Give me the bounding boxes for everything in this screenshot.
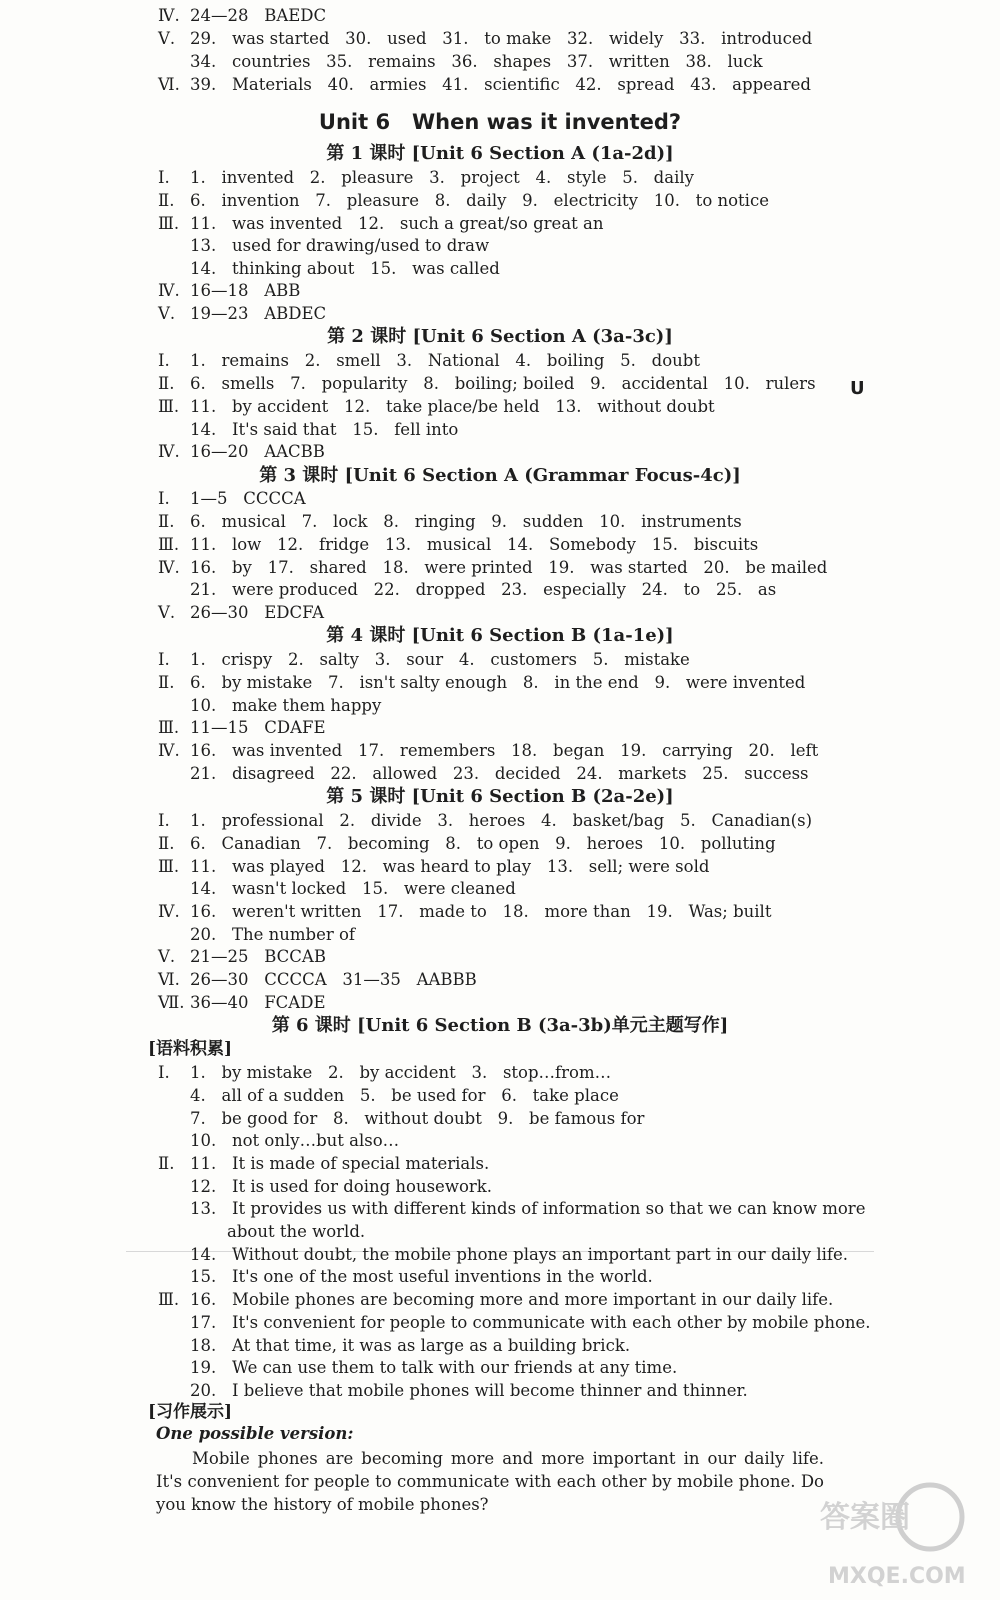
answer-line: Ⅱ. 6. smells 7. popularity 8. boiling; boiled 9. accidental 10. rulers — [158, 374, 816, 393]
answer-line: Ⅴ. 26—30 EDCFA — [158, 603, 325, 622]
answer-line: 13. used for drawing/used to draw — [190, 236, 490, 255]
watermark-logo — [820, 1475, 970, 1593]
answer-line: Ⅱ. 6. by mistake 7. isn't salty enough 8. in the end 9. were invented — [158, 673, 806, 692]
answer-line: about the world. — [227, 1222, 366, 1241]
side-tab-letter: U — [850, 378, 865, 399]
answer-line: Ⅱ. 6. musical 7. lock 8. ringing 9. sudden 10. instruments — [158, 512, 742, 531]
answer-line: 14. It's said that 15. fell into — [190, 420, 459, 439]
answer-line: Ⅰ. 1—5 CCCCA — [158, 489, 306, 508]
answer-line: 21. were produced 22. dropped 23. especially 24. to 25. as — [190, 580, 777, 599]
lesson-heading: 第 1 课时 [Unit 6 Section A (1a-2d)] — [326, 143, 674, 164]
lesson-heading: 第 6 课时 [Unit 6 Section B (3a-3b)单元主题写作] — [271, 1015, 729, 1036]
answer-line: Ⅳ. 16. weren't written 17. made to 18. more than 19. Was; built — [158, 902, 772, 921]
answer-line: Ⅵ. 39. Materials 40. armies 41. scientific 42. spread 43. appeared — [158, 75, 811, 94]
answer-line: Ⅲ. 11. was played 12. was heard to play 13. sell; were sold — [158, 857, 710, 876]
answer-line: 34. countries 35. remains 36. shapes 37. written 38. luck — [190, 52, 763, 71]
answer-line: 14. Without doubt, the mobile phone plays an important part in our daily life. — [190, 1245, 849, 1264]
answer-line: Ⅴ. 29. was started 30. used 31. to make 32. widely 33. introduced — [158, 29, 813, 48]
answer-line: 13. It provides us with different kinds of information so that we can know more — [190, 1199, 866, 1218]
sample-essay — [156, 1447, 824, 1516]
watermark-logo-text: 答案圈 — [820, 1500, 910, 1535]
answer-line: Ⅰ. 1. professional 2. divide 3. heroes 4. basket/bag 5. Canadian(s) — [158, 811, 813, 830]
answer-line: 14. wasn't locked 15. were cleaned — [190, 879, 516, 898]
lesson-heading: 第 2 课时 [Unit 6 Section A (3a-3c)] — [327, 326, 673, 347]
answer-line: 10. make them happy — [190, 696, 382, 715]
answer-line: Ⅱ. 6. invention 7. pleasure 8. daily 9. electricity 10. to notice — [158, 191, 769, 210]
answer-line: Ⅳ. 24—28 BAEDC — [158, 6, 327, 25]
lesson-heading: 第 3 课时 [Unit 6 Section A (Grammar Focus-4c)] — [259, 465, 741, 486]
answer-line: 20. The number of — [190, 925, 356, 944]
answer-line: Ⅰ. 1. invented 2. pleasure 3. project 4. style 5. daily — [158, 168, 694, 187]
answer-line: Ⅶ. 36—40 FCADE — [158, 993, 326, 1012]
possible-version-label: One possible version: — [156, 1424, 354, 1443]
lesson-heading: 第 4 课时 [Unit 6 Section B (1a-1e)] — [326, 625, 674, 646]
answer-line: Ⅳ. 16—20 AACBB — [158, 442, 325, 461]
answer-line: 20. I believe that mobile phones will become thinner and thinner. — [190, 1381, 748, 1400]
answer-line: Ⅰ. 1. remains 2. smell 3. National 4. boiling 5. doubt — [158, 351, 700, 370]
answer-line: Ⅳ. 16. by 17. shared 18. were printed 19. was started 20. be mailed — [158, 558, 828, 577]
answer-line: 7. be good for 8. without doubt 9. be famous for — [190, 1109, 645, 1128]
answer-line: 17. It's convenient for people to communicate with each other by mobile phone. — [190, 1313, 871, 1332]
corpus-label: [语料积累] — [148, 1039, 233, 1059]
answer-line: Ⅲ. 11. was invented 12. such a great/so great an — [158, 214, 604, 233]
answer-line: Ⅴ. 19—23 ABDEC — [158, 304, 327, 323]
answer-line: Ⅲ. 11. low 12. fridge 13. musical 14. Somebody 15. biscuits — [158, 535, 759, 554]
watermark-url: MXQE.COM — [828, 1564, 966, 1589]
answer-line: 19. We can use them to talk with our friends at any time. — [190, 1358, 678, 1377]
answer-line: Ⅰ. 1. by mistake 2. by accident 3. stop…from… — [158, 1063, 612, 1082]
answer-line: 21. disagreed 22. allowed 23. decided 24. markets 25. success — [190, 764, 809, 783]
answer-line: Ⅰ. 1. crispy 2. salty 3. sour 4. customers 5. mistake — [158, 650, 690, 669]
essay-paragraph: Mobile phones are becoming more and more important in our daily life. It's convenient for people to communicate with each other by mobile phone. Do you know the history of mobile phones? — [156, 1449, 824, 1514]
answer-line: Ⅲ. 11—15 CDAFE — [158, 718, 326, 737]
answer-line: 14. thinking about 15. was called — [190, 259, 500, 278]
showcase-label: [习作展示] — [148, 1402, 233, 1422]
answer-line: Ⅳ. 16. was invented 17. remembers 18. began 19. carrying 20. left — [158, 741, 819, 760]
answer-line: 10. not only…but also… — [190, 1131, 400, 1150]
answer-line: Ⅲ. 16. Mobile phones are becoming more and more important in our daily life. — [158, 1290, 834, 1309]
answer-line: Ⅲ. 11. by accident 12. take place/be held 13. without doubt — [158, 397, 715, 416]
answer-line: 18. At that time, it was as large as a building brick. — [190, 1336, 631, 1355]
answer-line: Ⅵ. 26—30 CCCCA 31—35 AABBB — [158, 970, 477, 989]
answer-line: Ⅱ. 6. Canadian 7. becoming 8. to open 9. heroes 10. polluting — [158, 834, 776, 853]
answer-line: 15. It's one of the most useful inventions in the world. — [190, 1267, 653, 1286]
answer-line: 12. It is used for doing housework. — [190, 1177, 493, 1196]
answer-line: 4. all of a sudden 5. be used for 6. take place — [190, 1086, 619, 1105]
answer-line: Ⅱ. 11. It is made of special materials. — [158, 1154, 490, 1173]
answer-line: Ⅳ. 16—18 ABB — [158, 281, 301, 300]
answer-line: Ⅴ. 21—25 BCCAB — [158, 947, 326, 966]
lesson-heading: 第 5 课时 [Unit 6 Section B (2a-2e)] — [326, 786, 674, 807]
unit-title: Unit 6 When was it invented? — [318, 110, 682, 134]
